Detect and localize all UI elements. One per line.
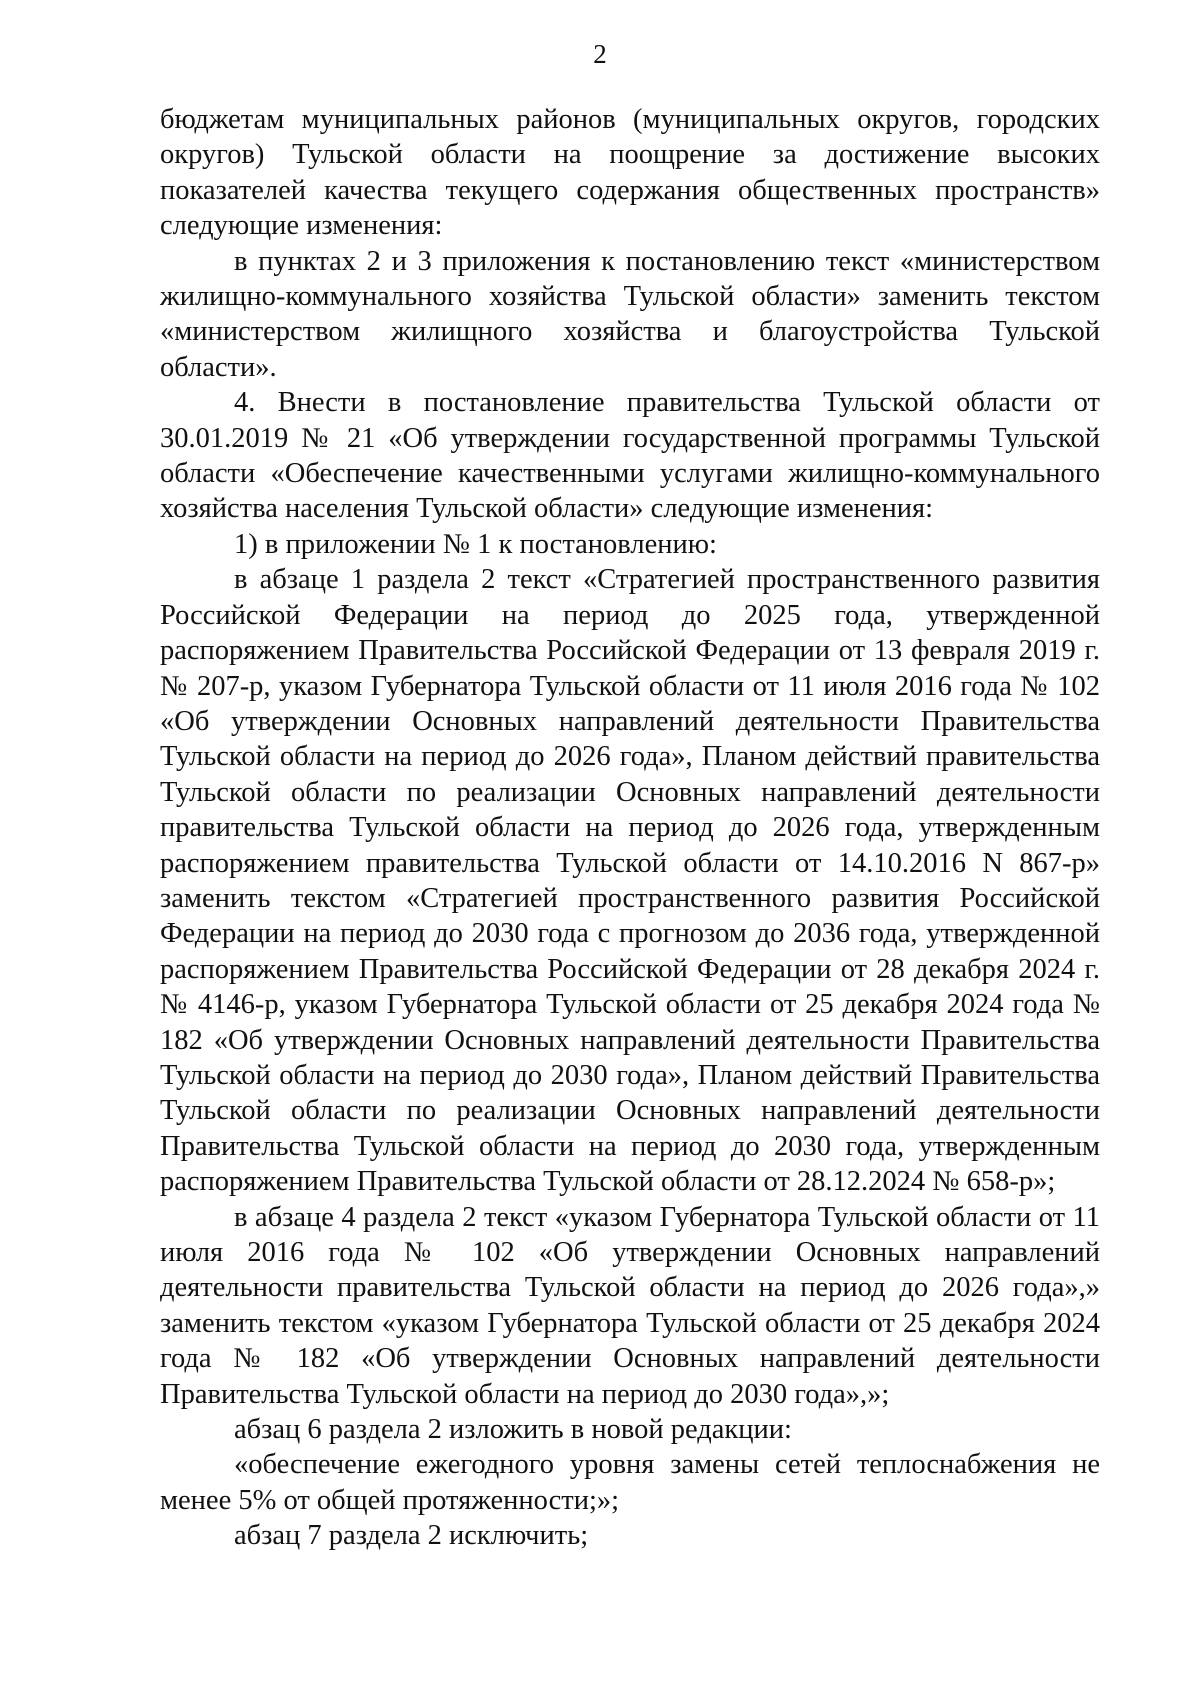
page-number: 2 [593,39,607,69]
paragraph-items-2-3-amendment: в пунктах 2 и 3 приложения к постановлению текст «министерством жилищно-коммунального хозяйства Тульской области» заменить текстом «министерством жилищного хозяйства и благоустройства Тульской области». [160,245,1100,383]
paragraph-section-2-abzac-6-header: абзац 6 раздела 2 изложить в новой редакции: [234,1414,792,1446]
paragraph-section-2-abzac-1: в абзаце 1 раздела 2 текст «Стратегией пространственного развития Российской Федерации на период до 2025 года, утвержденной распоряжением Правительства Российской Федерации от 13 февраля 2019 г. № 207-р, указом Губернатора Тульской области от 11 июля 2016 года № 102 «Об утверждении Основных направлений деятельности Правительства Тульской области на период до 2026 года», Планом действий правительства Тульской области по реализации Основных направлений деятельности правительства Тульской области на период до 2026 года, утвержденным распоряжением правительства Тульской области от 14.10.2016 N 867-р» заменить текстом «Стратегией пространственного развития Российской Федерации на период до 2030 года с прогнозом до 2036 года, утвержденной распоряжением Правительства Российской Федерации от 28 декабря 2024 г. № 4146-р, указом Губернатора Тульской области от 25 декабря 2024 года № 182 «Об утверждении Основных направлений деятельности Правительства Тульской области на период до 2030 года», Планом действий Правительства Тульской области по реализации Основных направлений деятельности Правительства Тульской области на период до 2030 года, утвержденным распоряжением Правительства Тульской области от 28.12.2024 № 658-р»; [160,564,1100,1198]
paragraph-section-2-abzac-4: в абзаце 4 раздела 2 текст «указом Губернатора Тульской области от 11 июля 2016 года № 102 «Об утверждении Основных направлений деятельности правительства Тульской области на период до 2026 года»,» заменить текстом «указом Губернатора Тульской области от 25 декабря 2024 года № 182 «Об утверждении Основных направлений деятельности Правительства Тульской области на период до 2030 года»,»; [160,1201,1100,1410]
document-body [160,102,1100,1554]
paragraph-budget-continuation: бюджетам муниципальных районов (муниципальных округов, городских округов) Тульской области на поощрение за достижение высоких показателей качества текущего содержания общественных пространств» следующие изменения: [160,104,1100,242]
paragraph-item-4-introduce-changes: 4. Внести в постановление правительства Тульской области от 30.01.2019 № 21 «Об утверждении государственной программы Тульской области «Обеспечение качественными услугами жилищно-коммунального хозяйства населения Тульской области» следующие изменения: [160,387,1100,525]
paragraph-section-2-abzac-6-text: «обеспечение ежегодного уровня замены сетей теплоснабжения не менее 5% от общей протяженности;»; [160,1449,1100,1516]
paragraph-section-2-abzac-7: абзац 7 раздела 2 исключить; [234,1520,589,1552]
paragraph-annex-1: 1) в приложении № 1 к постановлению: [234,528,717,560]
